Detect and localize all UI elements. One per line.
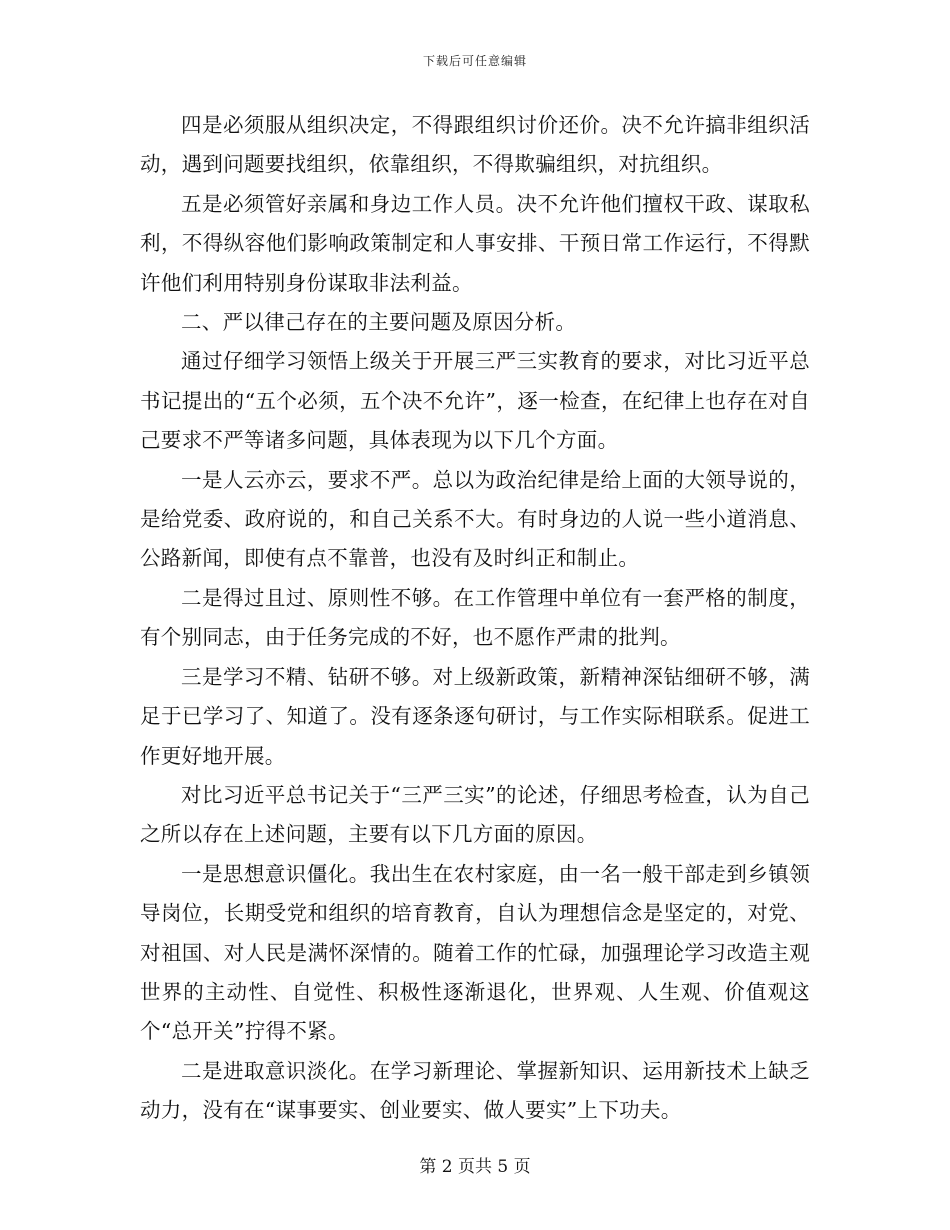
- page-number: 第 2 页共 5 页: [419, 1157, 531, 1177]
- paragraph: 三是学习不精、钻研不够。对上级新政策，新精神深钻细研不够，满足于已学习了、知道了。没有逐条逐句研讨，与工作实际相联系。促进工作更好地开展。: [140, 664, 810, 768]
- paragraph: 一是人云亦云，要求不严。总以为政治纪律是给上面的大领导说的，是给党委、政府说的，和自己关系不大。有时身边的人说一些小道消息、公路新闻，即使有点不靠普，也没有及时纠正和制止。: [140, 467, 810, 571]
- paragraph: 五是必须管好亲属和身边工作人员。决不允许他们擅权干政、谋取私利，不得纵容他们影响政策制定和人事安排、干预日常工作运行，不得默许他们利用特别身份谋取非法利益。: [140, 191, 810, 295]
- paragraph: 一是思想意识僵化。我出生在农村家庭，由一名一般干部走到乡镇领导岗位，长期受党和组织的培育教育，自认为理想信念是坚定的，对党、对祖国、对人民是满怀深情的。随着工作的忙碌，加强理论学习改造主观世界的主动性、自觉性、积极性逐渐退化，世界观、人生观、价值观这个“总开关”拧得不紧。: [140, 861, 810, 1044]
- paragraph: 对比习近平总书记关于“三严三实”的论述，仔细思考检查，认为自己之所以存在上述问题，主要有以下几方面的原因。: [140, 782, 810, 847]
- paragraph: 二是进取意识淡化。在学习新理论、掌握新知识、运用新技术上缺乏动力，没有在“谋事要实、创业要实、做人要实”上下功夫。: [140, 1058, 810, 1123]
- section-heading: 二、严以律己存在的主要问题及原因分析。: [181, 310, 577, 335]
- paragraph: 二是得过且过、原则性不够。在工作管理中单位有一套严格的制度，有个别同志，由于任务完成的不好，也不愿作严肃的批判。: [140, 585, 810, 650]
- page-header: 下载后可任意编辑: [422, 54, 527, 68]
- document-body: [140, 106, 810, 1131]
- paragraph: 四是必须服从组织决定，不得跟组织讨价还价。决不允许搞非组织活动，遇到问题要找组织，依靠组织，不得欺骗组织，对抗组织。: [140, 113, 810, 177]
- paragraph: 通过仔细学习领悟上级关于开展三严三实教育的要求，对比习近平总书记提出的“五个必须，五个决不允许”，逐一检查，在纪律上也存在对自己要求不严等诸多问题，具体表现为以下几个方面。: [140, 349, 810, 453]
